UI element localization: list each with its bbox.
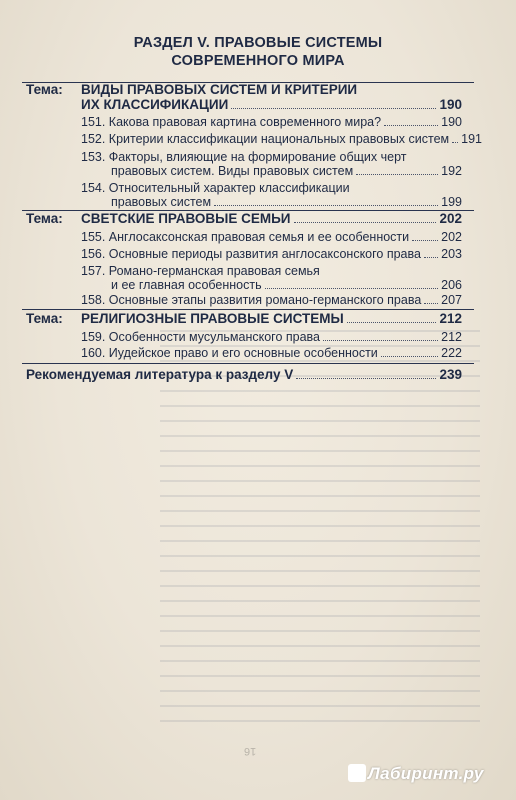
toc-entry[interactable]: [81, 247, 462, 261]
dot-leader: [356, 174, 438, 175]
toc-entry[interactable]: [81, 346, 462, 360]
dot-leader: [347, 322, 437, 323]
toc-topic-entry[interactable]: [26, 311, 462, 326]
dot-leader: [412, 240, 438, 241]
toc-entry[interactable]: [81, 115, 462, 129]
literature-title: Рекомендуемая литература к разделу V: [26, 367, 294, 382]
entry-title: 159. Особенности мусульманского права: [81, 330, 320, 344]
toc-entry[interactable]: [81, 330, 462, 344]
section-title-line1: РАЗДЕЛ V. ПРАВОВЫЕ СИСТЕМЫ: [133, 35, 383, 51]
topic-title-line2: ИХ КЛАССИФИКАЦИИ: [81, 97, 229, 112]
dot-leader: [424, 303, 438, 304]
dot-leader: [384, 125, 438, 126]
page-number: 203: [441, 247, 462, 261]
page-number: 212: [439, 311, 462, 326]
toc-entry[interactable]: [81, 293, 462, 307]
page-number: 222: [441, 346, 462, 360]
topic-title-text: РЕЛИГИОЗНЫЕ ПРАВОВЫЕ СИСТЕМЫ: [81, 311, 344, 326]
dot-leader: [381, 356, 438, 357]
entry-title: 151. Какова правовая картина современного мира?: [81, 115, 382, 129]
dot-leader: [294, 222, 437, 223]
page-number: 207: [441, 293, 462, 307]
topic-label: Тема:: [26, 82, 63, 97]
entry-title: 153. Факторы, влияющие на формирование общих черт: [81, 150, 407, 164]
page-number: 239: [439, 367, 462, 382]
watermark-logo: [348, 764, 484, 784]
toc-entry[interactable]: [81, 195, 462, 209]
dot-leader: [296, 378, 436, 379]
watermark-text: Лабиринт.ру: [368, 764, 484, 783]
labirint-logo-icon: [348, 764, 366, 782]
topic-divider: [22, 309, 474, 310]
page-number: 206: [441, 278, 462, 292]
page-number: 202: [441, 230, 462, 244]
toc-entry[interactable]: [81, 230, 462, 244]
toc-topic-entry[interactable]: [26, 211, 462, 226]
entry-title: 154. Относительный характер классификации: [81, 181, 350, 195]
toc-literature-entry[interactable]: [26, 367, 462, 382]
entry-title: 160. Иудейское право и его основные особенности: [81, 346, 378, 360]
topic-label: Тема:: [26, 311, 63, 326]
page-number: 190: [441, 115, 462, 129]
dot-leader: [424, 257, 438, 258]
entry-title: 157. Романо-германская правовая семья: [81, 264, 320, 278]
dot-leader: [214, 205, 438, 206]
topic-title-text: СВЕТСКИЕ ПРАВОВЫЕ СЕМЬИ: [81, 211, 291, 226]
entry-title: 152. Критерии классификации национальных правовых систем: [81, 132, 450, 146]
entry-title: 155. Англосаксонская правовая семья и ее особенности: [81, 230, 410, 244]
page-number: 192: [441, 164, 462, 178]
toc-entry[interactable]: [81, 164, 462, 178]
topic-title-line1: [26, 82, 357, 97]
toc-entry[interactable]: [81, 132, 483, 146]
topic-label: Тема:: [26, 211, 63, 226]
toc-entry[interactable]: [81, 278, 462, 292]
dot-leader: [452, 142, 458, 143]
dot-leader: [265, 288, 439, 289]
entry-title-continued: и ее главная особенность: [111, 278, 262, 292]
dot-leader: [323, 340, 438, 341]
page-number: 212: [441, 330, 462, 344]
page-number: 202: [439, 211, 462, 226]
bleed-page-number: 16: [244, 745, 257, 757]
toc-topic-entry[interactable]: [81, 97, 462, 112]
entry-title-continued: правовых систем: [111, 195, 212, 209]
page-number: 199: [441, 195, 462, 209]
page-number: 190: [439, 97, 462, 112]
topic-title-text: ВИДЫ ПРАВОВЫХ СИСТЕМ И КРИТЕРИИ: [81, 82, 358, 97]
page-number: 191: [461, 132, 483, 146]
topic-divider: [22, 363, 474, 364]
dot-leader: [231, 108, 436, 109]
entry-title: 158. Основные этапы развития романо-германского права: [81, 293, 422, 307]
section-title-line2: СОВРЕМЕННОГО МИРА: [171, 53, 345, 69]
entry-title: 156. Основные периоды развития англосаксонского права: [81, 247, 421, 261]
entry-title-continued: правовых систем. Виды правовых систем: [111, 164, 354, 178]
bleed-through-texture: [160, 330, 480, 730]
